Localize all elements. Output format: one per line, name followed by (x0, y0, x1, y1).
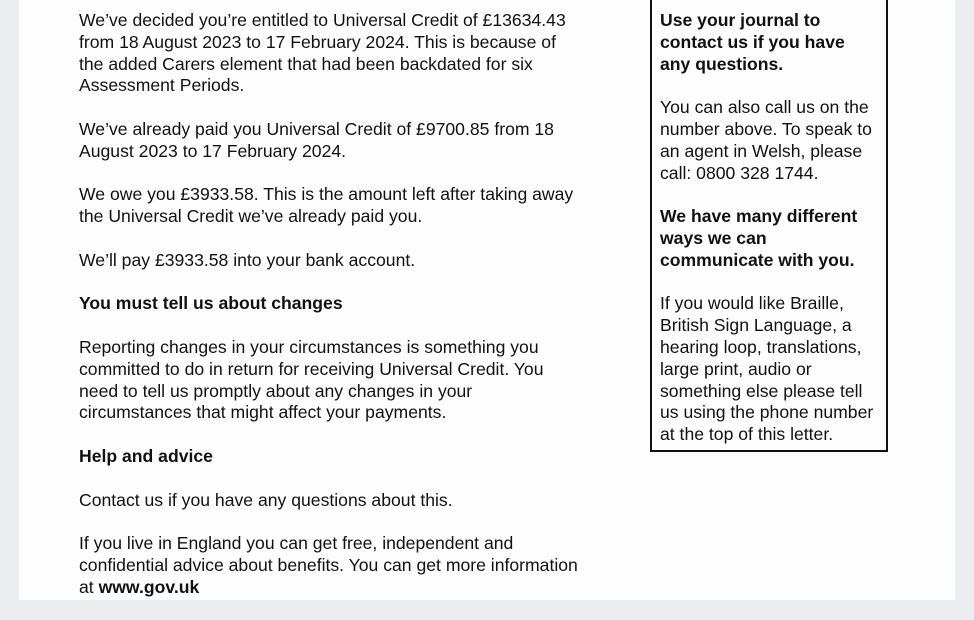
help-england-paragraph (79, 533, 624, 598)
accessible-formats-text: If you would like Braille, British Sign Language, a hearing loop, translations, large print, audio or something else please tell us using the phone number at the top of this letter. (660, 293, 874, 445)
contact-info-box (650, 0, 888, 452)
help-england-text: If you live in England you can get free, independent and confidential advice about benefits. You can get more information at (79, 533, 578, 597)
already-paid-paragraph: We’ve already paid you Universal Credit of £9700.85 from 18 August 2023 to 17 February 2024. (79, 118, 554, 161)
communication-heading: We have many different ways we can communicate with you. (660, 206, 858, 270)
letter-main-column (79, 10, 624, 620)
payment-paragraph: We’ll pay £3933.58 into your bank account. (79, 249, 416, 270)
phone-contact-text: You can also call us on the number above. To speak to an agent in Welsh, please call: 0800 328 1744. (660, 97, 872, 183)
help-contact-paragraph: Contact us if you have any questions about this. (79, 489, 453, 510)
changes-heading: You must tell us about changes (79, 293, 343, 314)
gov-uk-link[interactable]: www.gov.uk (98, 576, 200, 597)
letter-page (19, 0, 955, 600)
changes-paragraph: Reporting changes in your circumstances is something you committed to do in return for receiving Universal Credit. You need to tell us promptly about any changes in your circumstances that might affect your payments. (79, 336, 544, 423)
entitlement-paragraph: We’ve decided you’re entitled to Universal Credit of £13634.43 from 18 August 2023 to 17 February 2024. This is because of the added Carers element that had been backdated for six Assessment Periods. (79, 10, 566, 96)
amount-owed-paragraph: We owe you £3933.58. This is the amount left after taking away the Universal Credit we’ve already paid you. (79, 184, 574, 227)
journal-contact-text: Use your journal to contact us if you have any questions. (660, 10, 845, 74)
help-heading: Help and advice (79, 445, 213, 466)
